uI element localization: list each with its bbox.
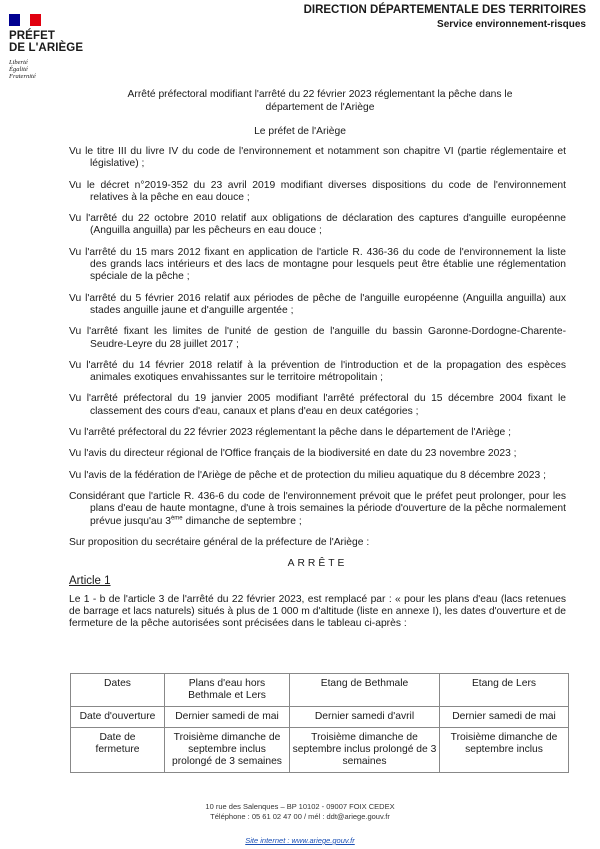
table-cell: Dernier samedi de mai [165, 707, 290, 728]
arrete-heading: ARRÊTE [287, 558, 348, 570]
proposition-clause: Sur proposition du secrétaire général de la préfecture de l'Ariège : [69, 536, 370, 548]
considerant-clause: Considérant que l'article R. 436-6 du code de l'environnement prévoit que le préfet peut prolonger, pour les plans d'eau de haute montagne, d'une à trois semaines la période d'ouverture de la pêche normalement prévue jusqu'au 3ème dimanche de septembre ; [69, 490, 566, 527]
vu-clause: Vu l'avis de la fédération de l'Ariège de pêche et de protection du milieu aquatique du 8 décembre 2023 ; [69, 469, 546, 481]
article-title: Article 1 [69, 575, 111, 588]
table-cell: Date de fermeture [71, 728, 165, 773]
table-row [71, 707, 569, 728]
vu-clause: Vu l'arrêté du 15 mars 2012 fixant en application de l'article R. 436-36 du code de l'environnement la liste des grands lacs intérieurs et des lacs de montagne pour lesquels peut être établie une réglementation spéciale de la pêche ; [69, 246, 566, 283]
table-cell: Troisième dimanche de septembre inclus prolongé de 3 semaines [290, 728, 440, 773]
letterhead [0, 0, 600, 100]
fishing-dates-table [70, 673, 569, 773]
vu-clause: Vu l'arrêté fixant les limites de l'unité de gestion de l'anguille du bassin Garonne-Dordogne-Charente-Seudre-Leyre du 28 juillet 2017 ; [69, 326, 566, 350]
document-subtitle: Le préfet de l'Ariège [254, 126, 346, 137]
issuing-direction [304, 4, 586, 30]
table-cell: Dernier samedi de mai [440, 707, 569, 728]
vu-clause: Vu l'arrêté du 5 février 2016 relatif aux périodes de pêche de l'anguille européenne (Anguilla anguilla) aux stades anguille jaune et d'anguille argentée ; [69, 292, 566, 316]
direction-name: DIRECTION DÉPARTEMENTALE DES TERRITOIRES [303, 4, 586, 16]
table-cell: Troisième dimanche de septembre inclus prolongé de 3 semaines [165, 728, 290, 773]
table-cell: Dernier samedi d'avril [290, 707, 440, 728]
document-body [69, 146, 566, 640]
vu-clause: Vu l'arrêté préfectoral du 19 janvier 2005 modifiant l'arrêté préfectoral du 15 décembre 2004 fixant le classement des cours d'eau, canaux et plans d'eau en deux catégories ; [69, 393, 566, 417]
table-cell: Date d'ouverture [71, 707, 165, 728]
table-row [71, 728, 569, 773]
marianne-flag-icon [9, 14, 41, 26]
vu-clause: Vu l'avis du directeur régional de l'Office français de la biodiversité en date du 23 novembre 2023 ; [69, 448, 517, 460]
document-title: Arrêté préfectoral modifiant l'arrêté du 22 février 2023 réglementant la pêche dans le département de l'Ariège [127, 89, 513, 113]
website-link[interactable]: Site internet : www.ariege.gouv.fr [245, 836, 355, 845]
table-header-cell: Etang de Bethmale [290, 674, 440, 707]
vu-clause: Vu le décret n°2019-352 du 23 avril 2019 modifiant diverses dispositions du code de l'environnement relatives à la pêche en eau douce ; [69, 179, 566, 203]
address-line: 10 rue des Salenques – BP 10102 - 09007 FOIX CEDEX [205, 802, 395, 811]
article-text: Le 1 - b de l'article 3 de l'arrêté du 22 février 2023, est remplacé par : « pour les plans d'eau (lacs retenues de barrage et lacs naturels) situés à plus de 1 000 m d'altitude (liste en annexe I), les dates d'ouverture et de fermeture de la pêche autorisées sont précisées dans le tableau ci-après : [69, 593, 566, 630]
footer-site [0, 836, 600, 845]
service-name: Service environnement-risques [437, 19, 586, 30]
table-header-cell: Plans d'eau hors Bethmale et Lers [165, 674, 290, 707]
vu-clause: Vu l'arrêté du 22 octobre 2010 relatif aux obligations de déclaration des captures d'anguille européenne (Anguilla anguilla) par les pêcheurs en eau douce ; [69, 213, 566, 237]
table-header-cell: Dates [71, 674, 165, 707]
table-header-row [71, 674, 569, 707]
prefecture-logo [9, 14, 99, 80]
vu-clause: Vu le titre III du livre IV du code de l'environnement et notamment son chapitre VI (partie réglementaire et législative) ; [69, 146, 566, 170]
table-header-cell: Etang de Lers [440, 674, 569, 707]
table-cell: Troisième dimanche de septembre inclus [440, 728, 569, 773]
vu-clause: Vu l'arrêté du 14 février 2018 relatif à la prévention de l'introduction et de la propagation des espèces animales exotiques envahissantes sur le territoire métropolitain ; [69, 359, 566, 384]
footer-address [0, 802, 600, 822]
republic-motto: Liberté Égalité Fraternité [9, 59, 36, 80]
contact-line: Téléphone : 05 61 02 47 00 / mél : ddt@ariege.gouv.fr [210, 812, 390, 821]
vu-clause: Vu l'arrêté préfectoral du 22 février 2023 réglementant la pêche dans le département de l'Ariège ; [69, 427, 512, 439]
prefect-name: PRÉFET DE L'ARIÈGE [9, 30, 84, 54]
